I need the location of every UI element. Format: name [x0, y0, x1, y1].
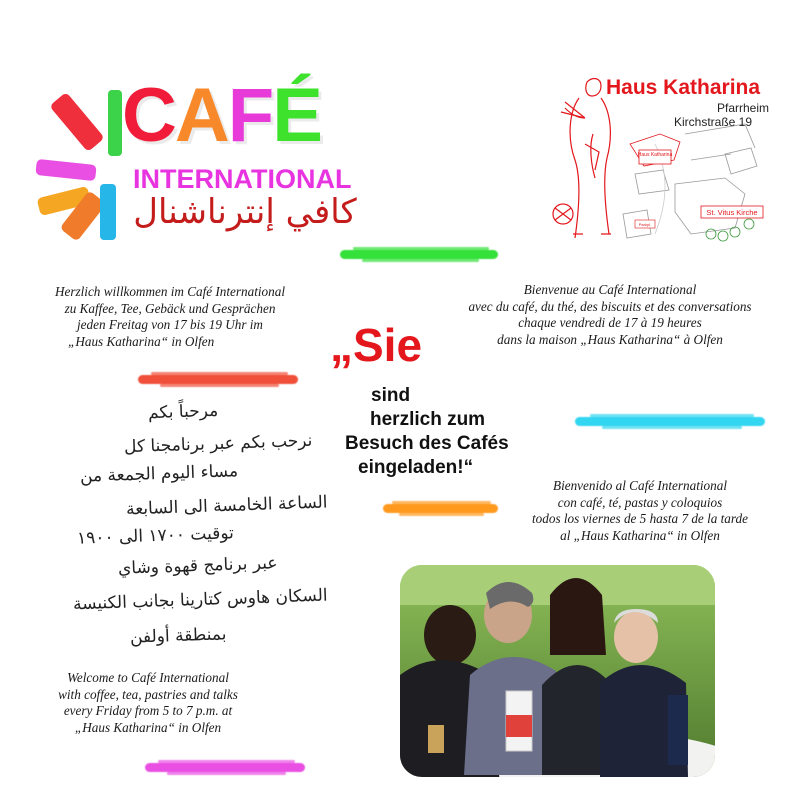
- cafe-letter-a: A: [174, 73, 228, 158]
- french-line: chaque vendredi de 17 à 19 heures: [518, 315, 702, 330]
- english-line: Welcome to Café International: [67, 670, 229, 685]
- magenta-brush-stroke: [145, 763, 305, 772]
- orange-brush-stroke: [383, 504, 498, 513]
- invite-line: eingeladen!“: [358, 457, 474, 478]
- arabic-hand-line: بمنطقة أولفن: [129, 624, 227, 648]
- cafe-letter-f: F: [227, 73, 273, 158]
- invite-line: herzlich zum: [370, 409, 486, 430]
- spanish-welcome-block: [490, 478, 790, 544]
- international-title: INTERNATIONAL: [133, 164, 352, 194]
- arabic-logo-text: كافي إنترناشنال: [133, 192, 357, 232]
- invite-sie: „Sie: [330, 319, 423, 371]
- map-label-haus: Haus Katharina: [637, 152, 673, 158]
- arabic-hand-line: توقيت ١٧٠٠ الى ١٩٠٠: [76, 523, 235, 549]
- green-brush-stroke: [340, 250, 498, 259]
- arabic-hand-line: السكان هاوس كتارينا بجانب الكنيسة: [73, 585, 329, 615]
- spanish-line: Bienvenido al Café International: [553, 478, 727, 493]
- arabic-hand-line: الساعة الخامسة الى السابعة: [126, 492, 329, 520]
- cafe-letter-c: C: [122, 73, 175, 158]
- cyan-brush-stroke: [575, 417, 765, 426]
- cafe-letter-e: É: [272, 73, 321, 158]
- invite-line: Besuch des Cafés: [345, 433, 509, 454]
- haus-katharina-name: Haus Katharina: [606, 76, 761, 99]
- german-welcome-block: [30, 284, 310, 350]
- english-line: „Haus Katharina“ in Olfen: [74, 719, 222, 735]
- german-line: jeden Freitag von 17 bis 19 Uhr im: [77, 317, 263, 332]
- spanish-line: al „Haus Katharina“ in Olfen: [560, 527, 720, 543]
- german-line: „Haus Katharina“ in Olfen: [68, 333, 215, 349]
- invite-line: sind: [371, 385, 411, 406]
- photo-people-at-table: [400, 565, 715, 777]
- red-brush-stroke: [138, 375, 298, 384]
- arabic-hand-line: مساء اليوم الجمعة من: [79, 461, 239, 487]
- map-label-kirche: St. Vitus Kirche: [706, 208, 758, 217]
- haus-pfarrheim: Pfarrheim: [717, 101, 770, 115]
- french-welcome-block: [440, 282, 780, 348]
- arabic-hand-line: مرحباً بكم: [147, 400, 219, 424]
- spanish-line: con café, té, pastas y coloquios: [557, 494, 723, 510]
- map-label-parkplatz: Parkpl.: [638, 222, 652, 227]
- arabic-hand-line: عبر برنامج قهوة وشاي: [118, 553, 279, 579]
- german-line: zu Kaffee, Tee, Gebäck und Gesprächen: [64, 300, 276, 316]
- german-line: Herzlich willkommen im Café International: [54, 284, 286, 299]
- english-line: every Friday from 5 to 7 p.m. at: [63, 703, 233, 718]
- english-welcome-block: [28, 670, 268, 736]
- haus-address: Kirchstraße 19: [674, 115, 753, 129]
- spanish-line: todos los viernes de 5 hasta 7 de la tarde: [532, 511, 748, 526]
- french-line: Bienvenue au Café International: [523, 282, 697, 297]
- french-line: dans la maison „Haus Katharina“ à Olfen: [497, 331, 723, 347]
- french-line: avec du café, du thé, des biscuits et des conversations: [468, 298, 752, 314]
- cafe-title: [122, 73, 321, 158]
- arabic-hand-line: نرحب بكم عبر برنامجنا كل: [123, 430, 313, 458]
- english-line: with coffee, tea, pastries and talks: [58, 686, 238, 702]
